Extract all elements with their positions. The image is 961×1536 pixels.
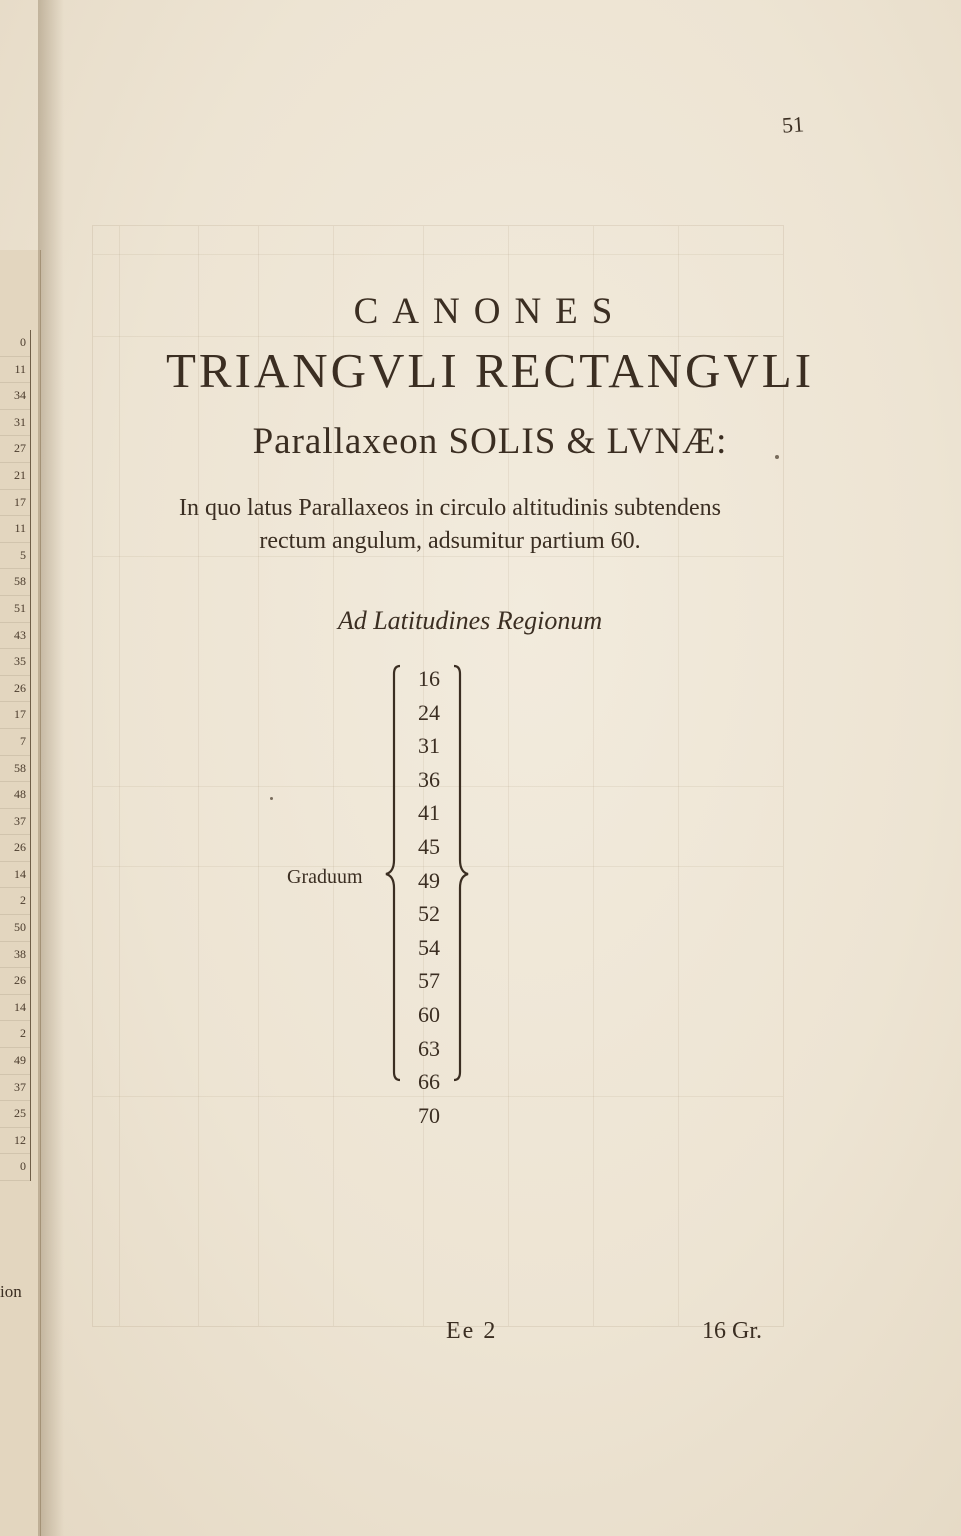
previous-page-value: 2 <box>0 888 30 915</box>
previous-page-value: 26 <box>0 676 30 703</box>
title-canones: CANONES <box>353 291 627 332</box>
previous-page-value: 37 <box>0 809 30 836</box>
previous-page-value: 51 <box>0 596 30 623</box>
latitude-value: 60 <box>418 1001 440 1027</box>
previous-page-value: 26 <box>0 835 30 862</box>
latitude-value: 66 <box>418 1069 440 1095</box>
title-trianguli: TRIANGVLI RECTANGVLI <box>165 343 815 398</box>
description-line-1: In quo latus Parallaxeos in circulo altitudinis subtendens <box>179 495 721 521</box>
latitude-value: 57 <box>418 968 440 994</box>
previous-page-value: 11 <box>0 516 30 543</box>
description-line-2: rectum angulum, adsumitur partium 60. <box>259 528 641 554</box>
graduum-label: Graduum <box>287 866 363 888</box>
previous-page-column <box>0 330 31 1181</box>
previous-page-value: 17 <box>0 490 30 517</box>
previous-page-value: 21 <box>0 463 30 490</box>
previous-page-value: 0 <box>0 1154 30 1181</box>
previous-page-value: 31 <box>0 410 30 437</box>
previous-page-value: 35 <box>0 649 30 676</box>
previous-page-value: 50 <box>0 915 30 942</box>
previous-page-value: 2 <box>0 1021 30 1048</box>
title-parallaxeon: Parallaxeon SOLIS & LVNÆ: <box>252 421 728 462</box>
previous-page-value: 26 <box>0 968 30 995</box>
binding-shadow <box>38 0 64 1536</box>
previous-page-caption: ion <box>0 1282 22 1301</box>
latitude-value: 31 <box>418 733 440 759</box>
previous-page-value: 38 <box>0 942 30 969</box>
title-description <box>100 492 800 558</box>
latitude-value: 54 <box>418 934 440 960</box>
previous-page-value: 27 <box>0 436 30 463</box>
previous-page-value: 58 <box>0 756 30 783</box>
latitude-value: 49 <box>418 867 440 893</box>
previous-page-value: 7 <box>0 729 30 756</box>
title-latitudes: Ad Latitudines Regionum <box>337 606 603 635</box>
previous-page-value: 14 <box>0 995 30 1022</box>
previous-page-value: 0 <box>0 330 30 357</box>
previous-page-value: 37 <box>0 1075 30 1102</box>
latitude-value: 45 <box>418 833 440 859</box>
latitude-value: 70 <box>418 1102 440 1128</box>
previous-page-value: 5 <box>0 543 30 570</box>
folio-number: 51 <box>781 111 805 138</box>
latitude-value: 41 <box>418 800 440 826</box>
latitude-list <box>404 662 454 1132</box>
previous-page-value: 58 <box>0 569 30 596</box>
previous-page-value: 14 <box>0 862 30 889</box>
previous-page-value: 25 <box>0 1101 30 1128</box>
previous-page-value: 48 <box>0 782 30 809</box>
previous-page-value: 11 <box>0 357 30 384</box>
paper-speck <box>270 797 273 800</box>
latitude-value: 16 <box>418 666 440 691</box>
latitude-value: 52 <box>418 901 440 927</box>
previous-page-value: 49 <box>0 1048 30 1075</box>
previous-page-value: 34 <box>0 383 30 410</box>
latitude-value: 36 <box>418 766 440 792</box>
previous-page-value: 43 <box>0 623 30 650</box>
catchword: 16 Gr. <box>702 1318 762 1344</box>
previous-page-value: 17 <box>0 702 30 729</box>
latitude-value: 63 <box>418 1035 440 1061</box>
paper-speck <box>775 455 779 459</box>
previous-page-value: 12 <box>0 1128 30 1155</box>
signature-mark: Ee 2 <box>446 1318 498 1344</box>
latitude-value: 24 <box>418 699 440 725</box>
